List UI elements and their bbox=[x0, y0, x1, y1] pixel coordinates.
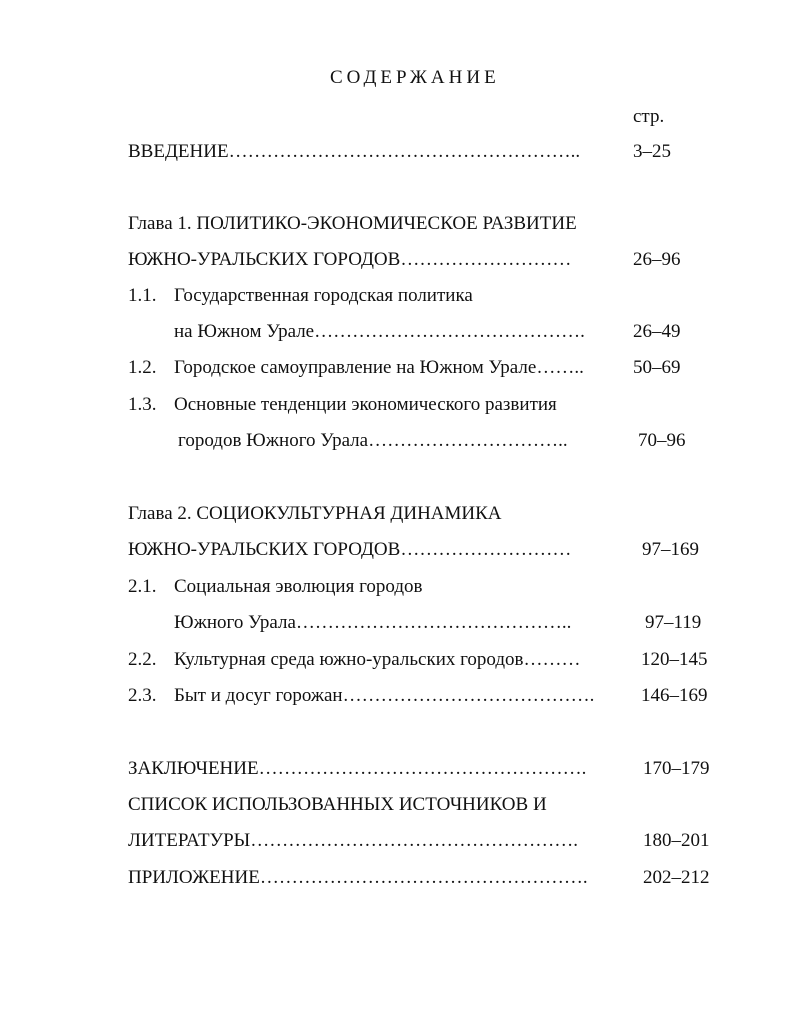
toc-pages-2-3: 146–169 bbox=[641, 685, 708, 706]
toc-pages-2-1: 97–119 bbox=[645, 612, 702, 633]
toc-pages-intro: 3–25 bbox=[633, 141, 671, 162]
toc-pages-chapter2: 97–169 bbox=[642, 539, 699, 560]
toc-section-1-1: Государственная городская политика bbox=[174, 285, 473, 306]
toc-pages-appendix: 202–212 bbox=[643, 867, 710, 888]
toc-section-number: 1.2. bbox=[128, 357, 157, 378]
toc-chapter1-title-cont: ЮЖНО-УРАЛЬСКИХ ГОРОДОВ……………………… bbox=[128, 249, 572, 270]
page-title: СОДЕРЖАНИЕ bbox=[330, 67, 500, 88]
toc-entry-sources-cont: ЛИТЕРАТУРЫ……………………………………………. bbox=[128, 830, 578, 851]
toc-entry-appendix: ПРИЛОЖЕНИЕ……………………………………………. bbox=[128, 867, 588, 888]
toc-section-2-1-cont: Южного Урала…………………………………….. bbox=[174, 612, 572, 633]
toc-entry-conclusion: ЗАКЛЮЧЕНИЕ……………………………………………. bbox=[128, 758, 587, 779]
toc-pages-sources: 180–201 bbox=[643, 830, 710, 851]
toc-section-1-3-cont: городов Южного Урала………………………….. bbox=[178, 430, 568, 451]
toc-section-number: 2.3. bbox=[128, 685, 157, 706]
toc-section-number: 1.3. bbox=[128, 394, 157, 415]
toc-entry-sources: СПИСОК ИСПОЛЬЗОВАННЫХ ИСТОЧНИКОВ И bbox=[128, 794, 547, 815]
toc-section-number: 1.1. bbox=[128, 285, 157, 306]
toc-pages-1-1: 26–49 bbox=[633, 321, 681, 342]
toc-section-1-2: Городское самоуправление на Южном Урале…….. bbox=[174, 357, 584, 378]
toc-pages-2-2: 120–145 bbox=[641, 649, 708, 670]
toc-pages-1-3: 70–96 bbox=[638, 430, 686, 451]
toc-entry-intro: ВВЕДЕНИЕ……………………………………………….. bbox=[128, 141, 581, 162]
toc-section-2-3: Быт и досуг горожан…………………………………. bbox=[174, 685, 595, 706]
toc-section-number: 2.2. bbox=[128, 649, 157, 670]
toc-chapter2-title-cont: ЮЖНО-УРАЛЬСКИХ ГОРОДОВ……………………… bbox=[128, 539, 572, 560]
toc-chapter2-title: Глава 2. СОЦИОКУЛЬТУРНАЯ ДИНАМИКА bbox=[128, 503, 502, 524]
toc-section-1-3: Основные тенденции экономического развития bbox=[174, 394, 557, 415]
toc-chapter1-title: Глава 1. ПОЛИТИКО-ЭКОНОМИЧЕСКОЕ РАЗВИТИЕ bbox=[128, 213, 577, 234]
toc-pages-conclusion: 170–179 bbox=[643, 758, 710, 779]
page-column-label: стр. bbox=[633, 106, 665, 127]
toc-section-number: 2.1. bbox=[128, 576, 157, 597]
toc-section-1-1-cont: на Южном Урале……………………………………. bbox=[174, 321, 585, 342]
toc-section-2-1: Социальная эволюция городов bbox=[174, 576, 423, 597]
toc-pages-chapter1: 26–96 bbox=[633, 249, 681, 270]
toc-section-2-2: Культурная среда южно-уральских городов……… bbox=[174, 649, 581, 670]
toc-pages-1-2: 50–69 bbox=[633, 357, 681, 378]
